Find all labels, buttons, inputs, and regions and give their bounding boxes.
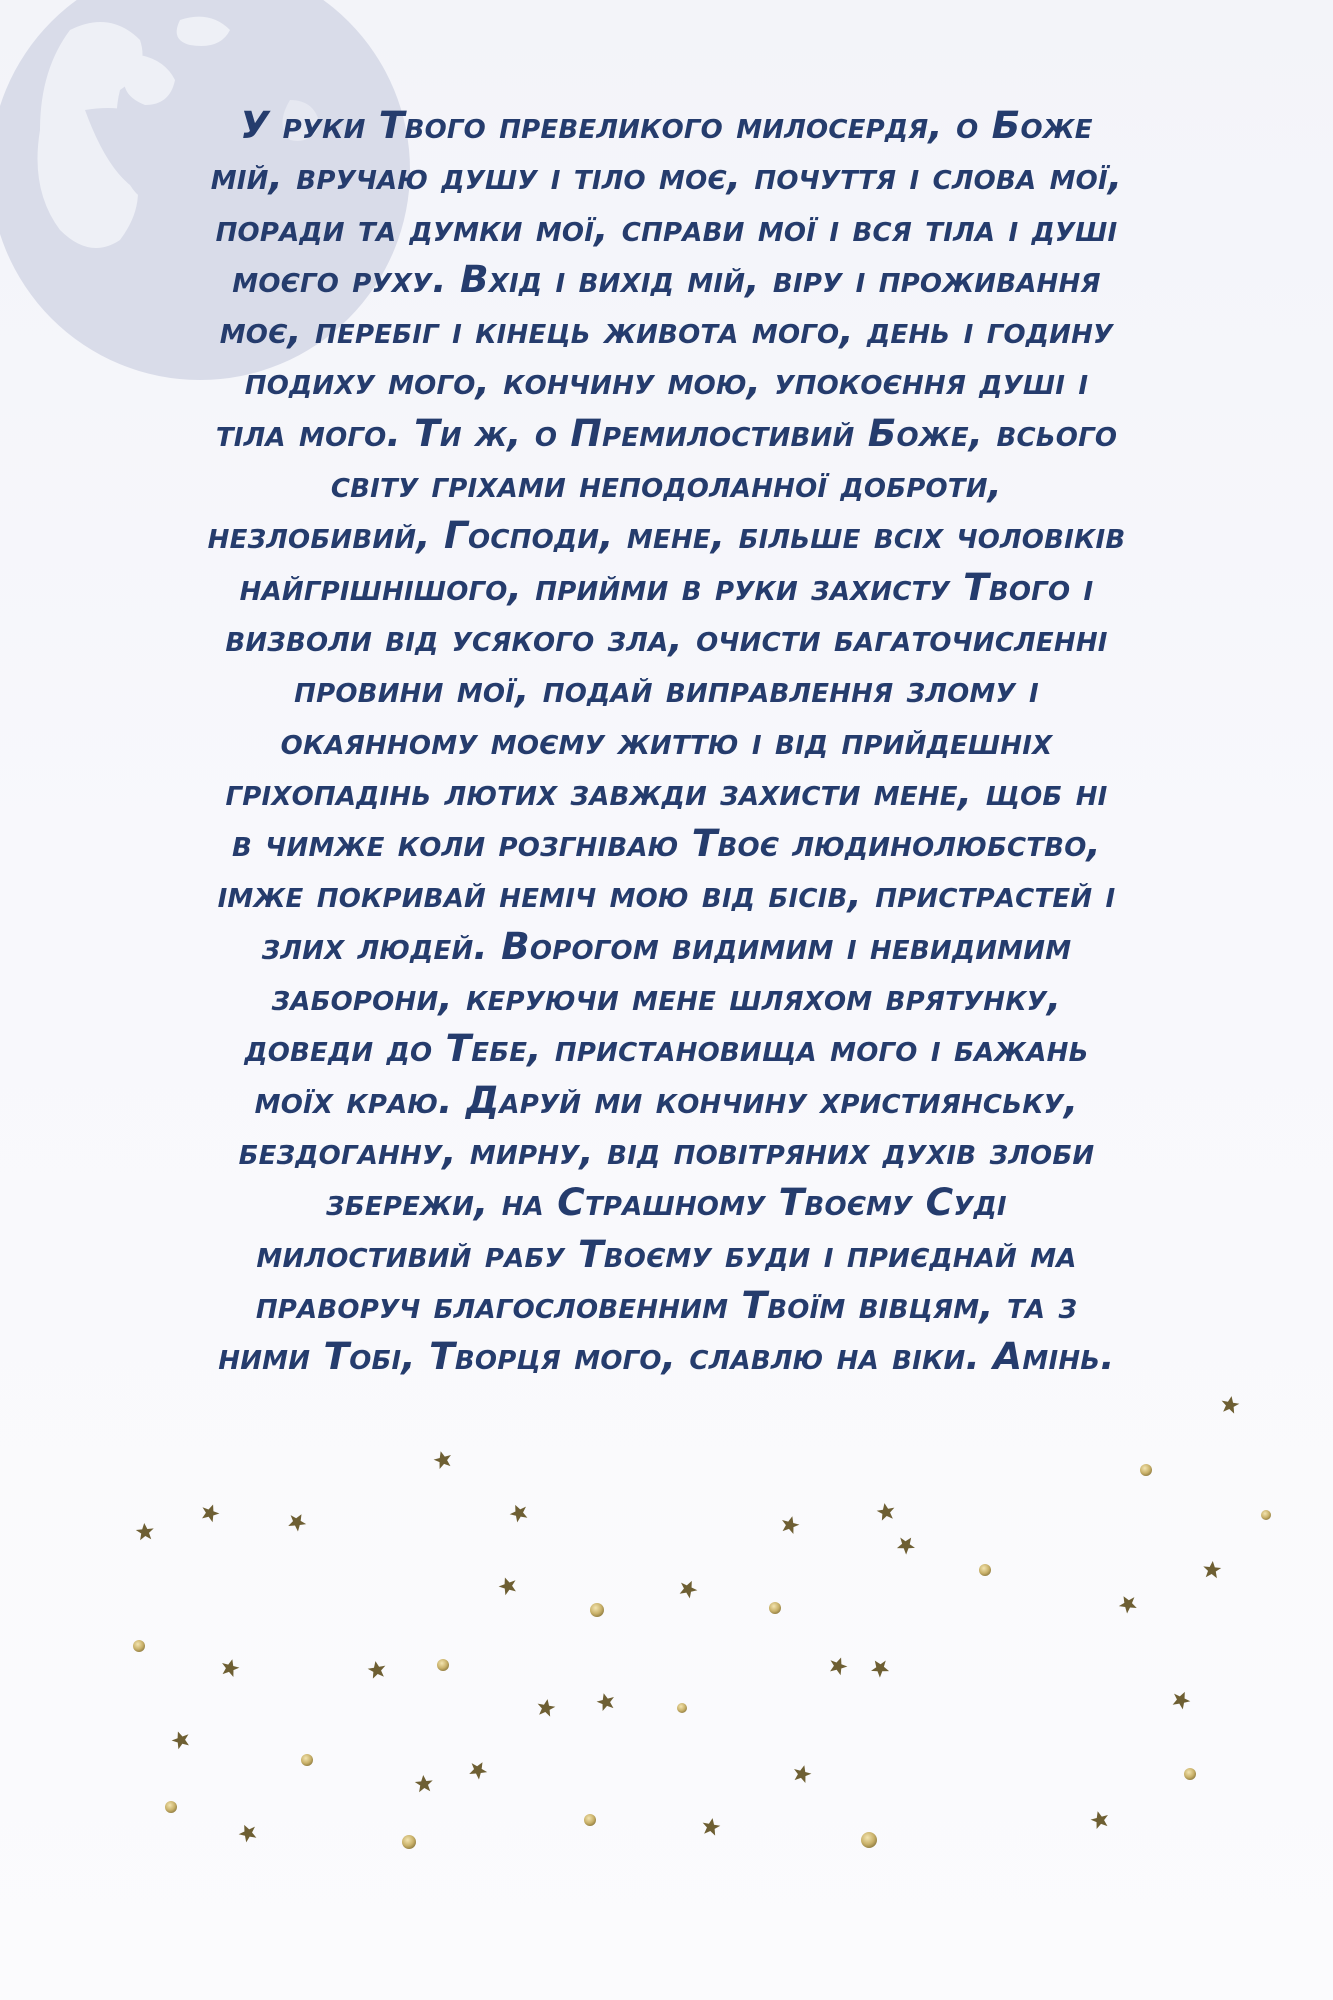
star-icon xyxy=(496,1574,519,1596)
sequin-icon xyxy=(1140,1464,1152,1476)
star-icon xyxy=(867,1655,891,1679)
star-icon xyxy=(432,1449,454,1470)
sequin-icon xyxy=(437,1659,449,1671)
star-icon xyxy=(507,1501,530,1524)
star-icon xyxy=(595,1691,617,1712)
star-icon xyxy=(536,1698,557,1718)
star-icon xyxy=(1220,1395,1241,1415)
sequin-icon xyxy=(584,1814,596,1826)
star-icon xyxy=(701,1817,722,1837)
prayer-text: У руки Твого превеликого милосердя, о Боже мій, вручаю душу і тіло моє, почуття і слова мої, поради та думки мої, справи мої і вся тіла і душі моєго руху. Вхід і вихід мій, віру і проживання моє, перебіг і кінець живота мого, день і годину подиху мого, кончину мою, упокоєння душі і тіла мого. Ти ж, о Премилостивий Боже, всього світу гріхами неподоланної доброти, незлобивий, Господи, мене, більше всіх чоловіків найгрішнішого, прийми в руки захисту Твого і визволи від усякого зла, очисти багаточисленні провини мої, подай виправлення злому і окаянному моєму життю і від прийдешніх гріхопадінь лютих завжди захисти мене, щоб ні в чимже коли розгніваю Твоє людинолюбство, імже покривай неміч мою від бісів, пристрастей і злих людей. Ворогом видимим і невидимим заборони, керуючи мене шляхом врятунку, доведи до Тебе, пристановища мого і бажань моїх краю. Даруй ми кончину християнську, бездоганну, мирну, від повітряних духів злоби збережи, на Страшному Твоєму Суді милостивий рабу Твоєму буди і приєднай ма праворуч благословенним Твоїм вівцям, та з ними Тобі, Творця мого, славлю на віки. Амінь. xyxy=(207,103,1126,1379)
star-icon xyxy=(827,1654,850,1676)
confetti-stars xyxy=(0,1360,1333,1900)
star-icon xyxy=(367,1660,388,1680)
star-icon xyxy=(466,1758,490,1782)
sequin-icon xyxy=(861,1832,877,1848)
star-icon xyxy=(1116,1592,1140,1616)
star-icon xyxy=(1202,1560,1221,1578)
star-icon xyxy=(414,1774,433,1792)
sequin-icon xyxy=(979,1564,991,1576)
star-icon xyxy=(169,1728,192,1750)
sequin-icon xyxy=(165,1801,177,1813)
sequin-icon xyxy=(677,1703,687,1713)
sequin-icon xyxy=(769,1602,781,1614)
star-icon xyxy=(1170,1688,1193,1711)
sequin-icon xyxy=(1261,1510,1271,1520)
sequin-icon xyxy=(402,1835,416,1849)
star-icon xyxy=(894,1532,918,1556)
star-icon xyxy=(1089,1809,1111,1830)
star-icon xyxy=(876,1502,897,1522)
star-icon xyxy=(219,1657,241,1678)
star-icon xyxy=(236,1821,259,1844)
star-icon xyxy=(677,1577,700,1600)
sequin-icon xyxy=(301,1754,313,1766)
sequin-icon xyxy=(1184,1768,1196,1780)
sequin-icon xyxy=(590,1603,604,1617)
star-icon xyxy=(779,1514,801,1535)
star-icon xyxy=(791,1763,813,1784)
star-icon xyxy=(135,1522,154,1540)
star-icon xyxy=(199,1501,222,1523)
sequin-icon xyxy=(133,1640,145,1652)
star-icon xyxy=(285,1510,309,1534)
